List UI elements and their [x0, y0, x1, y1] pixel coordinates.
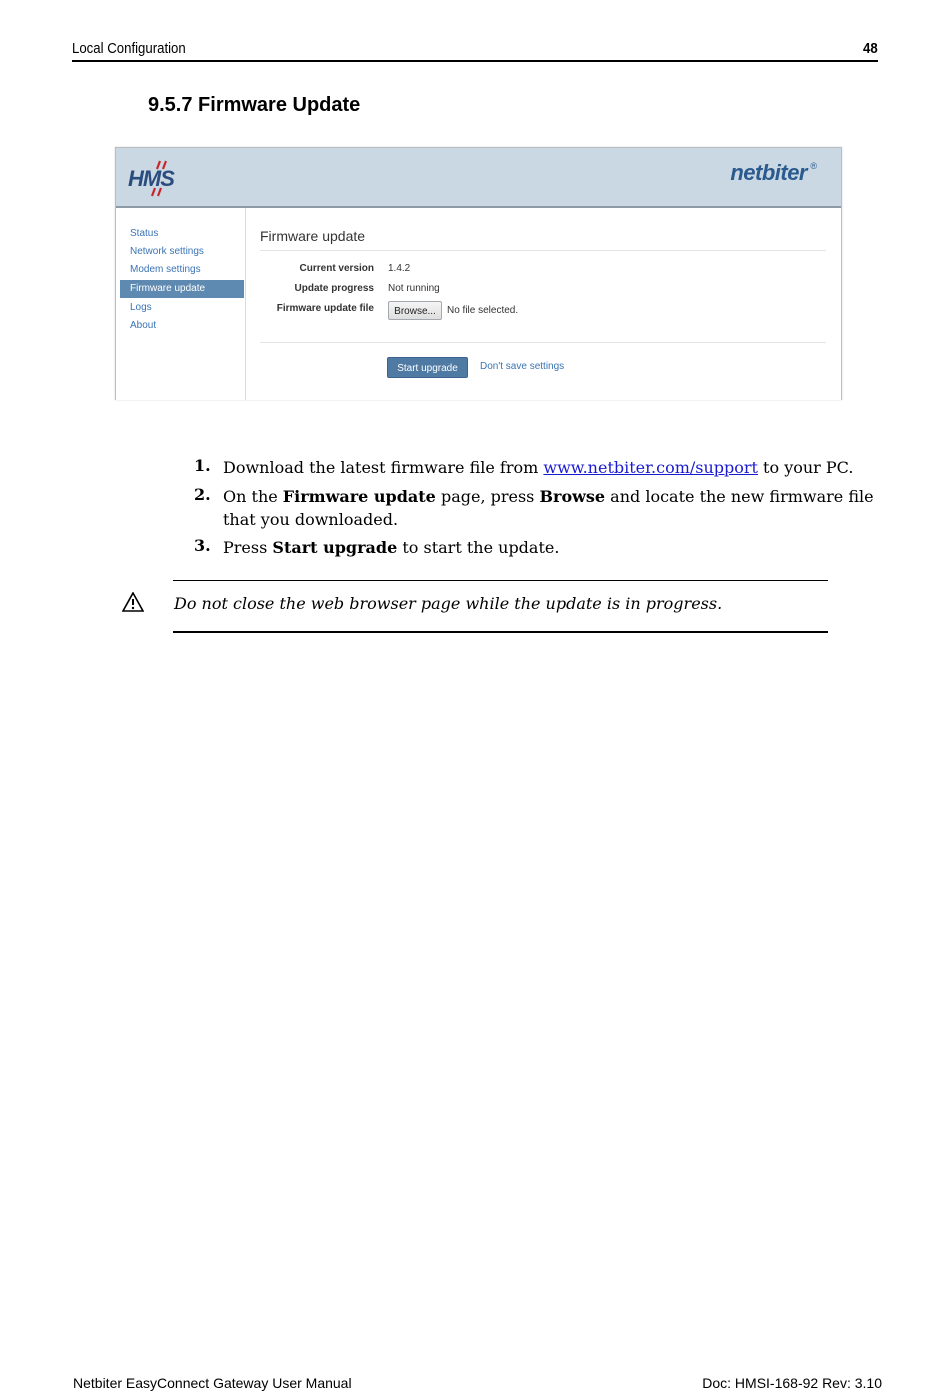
update-progress-label: Update progress: [294, 283, 374, 294]
firmware-file-label: Firmware update file: [276, 303, 374, 314]
ui-header: [116, 148, 841, 208]
step-text-part: page, press: [435, 487, 540, 506]
step-text-part: and locate the new firmware file that you downloaded.: [223, 487, 874, 529]
step-text-part: Download the latest firmware file from: [223, 458, 544, 477]
note-text: Do not close the web browser page while the update is in progress.: [174, 594, 723, 613]
header-section: Local Configuration: [72, 40, 186, 57]
start-upgrade-button[interactable]: Start upgrade: [387, 357, 468, 378]
current-version-label: Current version: [299, 263, 374, 274]
form-divider: [260, 342, 826, 343]
nav-firmware-update[interactable]: Firmware update: [120, 280, 244, 298]
note-bottom-rule: [173, 631, 828, 633]
step-text-part: Press: [223, 538, 273, 557]
step-number: 3.: [194, 536, 211, 555]
footer-title: Netbiter EasyConnect Gateway User Manual: [73, 1375, 352, 1391]
page-number: 48: [863, 40, 878, 57]
browse-button[interactable]: Browse...: [388, 301, 442, 320]
dont-save-settings-link[interactable]: Don't save settings: [480, 361, 565, 372]
step-text-part: to your PC.: [757, 458, 854, 477]
nav-logs[interactable]: Logs: [130, 302, 152, 313]
current-version-value: 1.4.2: [388, 263, 411, 274]
step-text-part: to start the update.: [397, 538, 560, 557]
step-text-part: On the: [223, 487, 283, 506]
page-header: [72, 38, 878, 62]
step-text: [223, 536, 878, 559]
ui-main: [260, 208, 826, 400]
nav-network-settings[interactable]: Network settings: [130, 246, 204, 257]
nav-status[interactable]: Status: [130, 228, 159, 239]
section-title: 9.5.7 Firmware Update: [148, 94, 361, 116]
step-text: [223, 456, 878, 479]
step-text: [223, 485, 878, 531]
hms-logo-text: HMS: [128, 166, 174, 191]
step-number: 2.: [194, 485, 211, 504]
step-number: 1.: [194, 456, 211, 475]
ui-sidebar: [116, 208, 246, 400]
nav-about[interactable]: About: [130, 320, 157, 331]
netbiter-logo: netbiter: [730, 160, 807, 185]
step-bold: Start upgrade: [272, 538, 398, 557]
firmware-update-screenshot: [115, 147, 842, 400]
step-bold: Browse: [539, 487, 606, 506]
warning-icon: [122, 592, 144, 612]
no-file-text: No file selected.: [447, 305, 519, 316]
footer-doc-id: Doc: HMSI-168-92 Rev: 3.10: [702, 1375, 882, 1391]
support-link[interactable]: www.netbiter.com/support: [543, 458, 758, 477]
registered-mark: ®: [810, 161, 817, 171]
note-top-rule: [173, 580, 828, 581]
step-bold: Firmware update: [282, 487, 436, 506]
ui-page-title: Firmware update: [260, 228, 366, 244]
title-divider: [260, 250, 826, 251]
nav-modem-settings[interactable]: Modem settings: [130, 264, 201, 275]
update-progress-value: Not running: [388, 283, 440, 294]
